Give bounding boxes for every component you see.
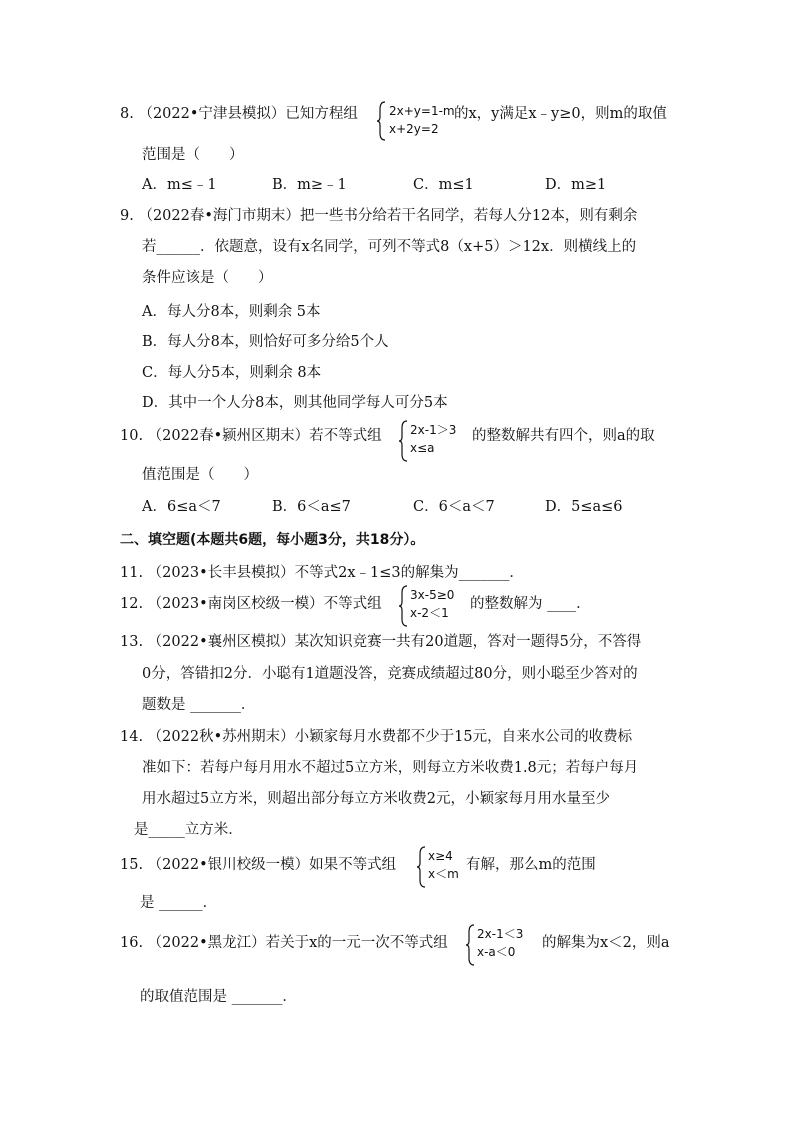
q14-line3: 用水超过5立方米，则超出部分每立方米收费2元，小颖家每月用水量至少 (142, 791, 610, 807)
q8-line2: 范围是（ ） (142, 147, 244, 163)
option-a: A．每人分8本，则剩余 5本 (142, 304, 321, 320)
q9-line1: 9. （2022春•海门市期末）把一些书分给若干名同学，若每人分12本，则有剩余 (120, 208, 638, 224)
q12-lead: 12. （2023•南岗区校级一模）不等式组 (120, 596, 382, 612)
q10-system: 2x-1＞3 x≤a (410, 423, 457, 455)
option-d: D．其中一个人分8本，则其他同学每人可分5本 (142, 395, 448, 411)
q15-line2: 是 ______． (140, 895, 218, 911)
q12-system: 3x-5≥0 x-2＜1 (410, 588, 455, 620)
option-d: D．m≥1 (545, 177, 607, 193)
q15-after: 有解，那么m的范围 (466, 857, 596, 873)
option-b: B．6＜a≤7 (272, 499, 351, 515)
q8-after: 的x，y满足x﹣y≥0，则m的取值 (454, 106, 667, 122)
q13-line1: 13. （2022•襄州区模拟）某次知识竞赛一共有20道题，答对一题得5分，不答得 (120, 634, 642, 650)
q14-line2: 准如下：若每户每月用水不超过5立方米，则每立方米收费1.8元；若每户每月 (142, 760, 639, 776)
question-11: 11. （2023•长丰县模拟）不等式2x﹣1≤3的解集为_______． (120, 565, 524, 581)
q14-line4: 是_____立方米． (134, 822, 243, 838)
q10-lead: 10. （2022春•颍州区期末）若不等式组 (120, 428, 382, 444)
q16-lead: 16. （2022•黑龙江）若关于x的一元一次不等式组 (120, 935, 448, 951)
q12-after: 的整数解为 ____． (470, 596, 591, 612)
q16-line2: 的取值范围是 _______． (140, 989, 297, 1005)
q10-after: 的整数解共有四个，则a的取 (472, 428, 655, 444)
option-d: D．5≤a≤6 (545, 499, 623, 515)
option-c: C．6＜a＜7 (413, 499, 495, 515)
brace-icon (416, 846, 426, 888)
option-b: B．m≥﹣1 (272, 177, 347, 193)
q8-lead: 8. （2022•宁津县模拟）已知方程组 (120, 106, 358, 122)
q15-lead: 15. （2022•银川校级一模）如果不等式组 (120, 857, 397, 873)
q9-line3: 条件应该是（ ） (142, 270, 273, 286)
option-b: B．每人分8本，则恰好可多分给5个人 (142, 334, 389, 350)
q10-line2: 值范围是（ ） (142, 467, 258, 483)
brace-icon (398, 585, 408, 627)
option-c: C．每人分5本，则剩余 8本 (142, 365, 322, 381)
option-a: A．m≤﹣1 (142, 177, 217, 193)
brace-icon (376, 101, 386, 141)
q15-system: x≥4 x＜m (428, 849, 459, 881)
q8-system: 2x+y=1-m x+2y=2 (389, 104, 455, 136)
brace-icon (398, 420, 408, 462)
q16-after: 的解集为x＜2，则a (542, 935, 670, 951)
q13-line3: 题数是 _______． (142, 697, 256, 713)
option-a: A．6≤a＜7 (142, 499, 221, 515)
option-c: C．m≤1 (413, 177, 474, 193)
q13-line2: 0分，答错扣2分．小聪有1道题没答，竞赛成绩超过80分，则小聪至少答对的 (142, 666, 638, 682)
q14-line1: 14. （2022秋•苏州期末）小颖家每月水费都不少于15元，自来水公司的收费标 (120, 729, 633, 745)
q9-line2: 若______．依题意，设有x名同学，可列不等式8（x+5）＞12x．则横线上的 (142, 239, 637, 255)
q16-system: 2x-1＜3 x-a＜0 (477, 927, 524, 959)
section-heading: 二、填空题(本题共6题，每小题3分，共18分）。 (120, 532, 425, 548)
brace-icon (465, 924, 475, 966)
